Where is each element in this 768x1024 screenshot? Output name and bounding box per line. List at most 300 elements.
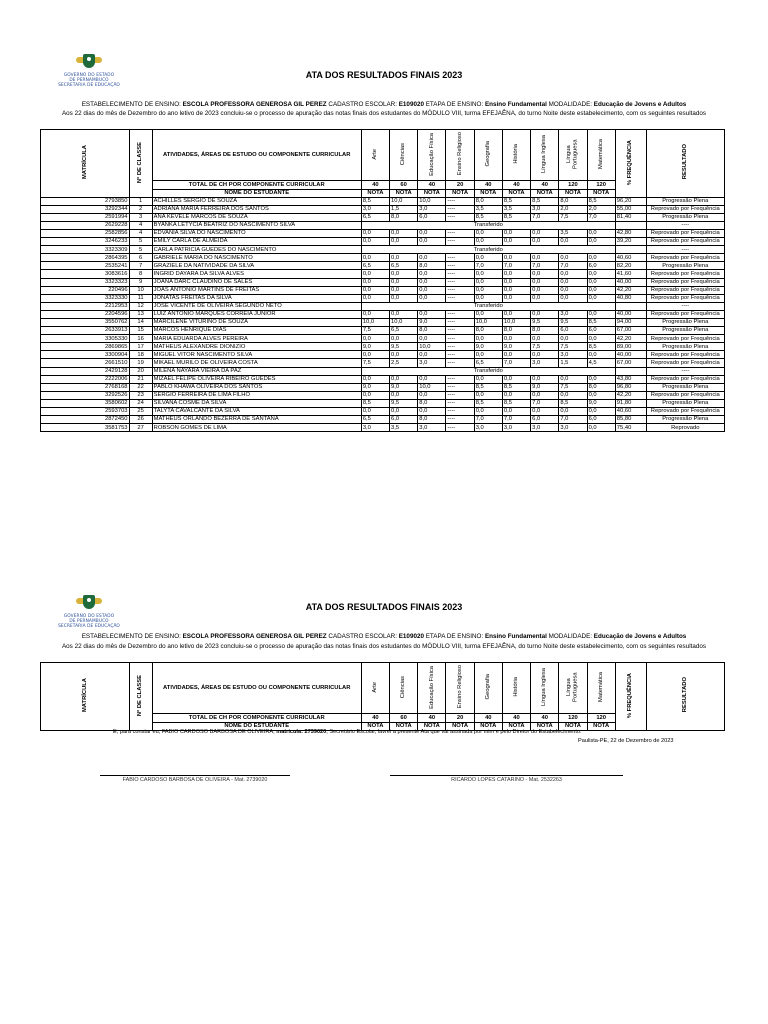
- frequency-cell: 42,80: [615, 229, 646, 237]
- grade-cell: 0,0: [502, 286, 530, 294]
- logo-line-2: DE PERNAMBUCO: [69, 78, 109, 83]
- result-cell: Reprovado por Frequência: [646, 294, 724, 302]
- student-name-cell: MATHEUS ALEXANDRE DIONIZIO: [152, 343, 361, 351]
- frequency-cell: 42,20: [615, 335, 646, 343]
- document-title: ATA DOS RESULTADOS FINAIS 2023: [305, 70, 463, 80]
- grade-cell: 0,0: [587, 391, 615, 399]
- subject-header: Arte: [361, 663, 389, 714]
- result-cell: Reprovado por Frequência: [646, 351, 724, 359]
- subject-header: Ciências: [390, 663, 418, 714]
- atividades-header: ATIVIDADES, ÁREAS DE ESTUDO OU COMPONENTE CURRICULAR: [152, 130, 361, 181]
- atividades-header: ATIVIDADES, ÁREAS DE ESTUDO OU COMPONENTE CURRICULAR: [152, 663, 361, 714]
- grade-cell: 3,5: [474, 205, 502, 213]
- est-label: ESTABELECIMENTO DE ENSINO:: [81, 633, 183, 640]
- grade-cell: 3,5: [502, 205, 530, 213]
- cad-value: E109020: [398, 633, 424, 640]
- matricula-cell: 3580602: [41, 399, 130, 407]
- ch-value: 40: [418, 714, 446, 722]
- grade-cell: 6,0: [587, 262, 615, 270]
- grade-cell: 3,0: [531, 205, 559, 213]
- student-row: [41, 319, 725, 327]
- student-name-cell: EDVANIA SILVA DO NASCIMENTO: [152, 229, 361, 237]
- frequency-cell: 55,00: [615, 205, 646, 213]
- grade-cell: 0,0: [559, 238, 587, 246]
- grade-cell: 8,0: [418, 327, 446, 335]
- student-name-cell: PABLO KHAWA OLIVEIRA DOS SANTOS: [152, 383, 361, 391]
- grade-cell: 0,0: [418, 294, 446, 302]
- grade-cell: 7,5: [559, 213, 587, 221]
- subject-header: Ensino Religioso: [446, 663, 474, 714]
- grade-cell: 0,0: [531, 310, 559, 318]
- logo-line-2: DE PERNAMBUCO: [69, 619, 109, 624]
- class-number-cell: 17: [129, 343, 152, 351]
- etapa-value: Ensino Fundamental: [484, 633, 547, 640]
- grade-cell: 3,0: [559, 310, 587, 318]
- logo-line-1: GOVERNO DO ESTADO: [63, 614, 115, 619]
- result-cell: Reprovado por Frequência: [646, 254, 724, 262]
- grade-cell: ----: [446, 424, 474, 432]
- result-cell: Progressão Plena: [646, 319, 724, 327]
- nota-label: NOTA: [531, 722, 559, 730]
- nota-label: NOTA: [474, 189, 502, 197]
- grade-cell: 0,0: [390, 254, 418, 262]
- logo-line-1: GOVERNO DO ESTADO: [63, 73, 115, 78]
- result-cell: Reprovado por Frequência: [646, 238, 724, 246]
- result-cell: Reprovado: [646, 424, 724, 432]
- grade-cell: 0,0: [418, 335, 446, 343]
- grade-cell: 0,0: [361, 270, 389, 278]
- student-name-cell: GRAZIELE DA NATIVIDADE DA SILVA: [152, 262, 361, 270]
- name-label: NOME DO ESTUDANTE: [152, 189, 361, 197]
- student-row: [41, 262, 725, 270]
- grade-cell: 8,5: [587, 197, 615, 205]
- grade-cell: ----: [446, 213, 474, 221]
- nota-label: NOTA: [502, 189, 530, 197]
- grade-cell: 10,0: [418, 383, 446, 391]
- grade-cell: 0,0: [474, 408, 502, 416]
- class-number-cell: 18: [129, 351, 152, 359]
- grade-cell: 3,0: [559, 424, 587, 432]
- grade-cell: ----: [446, 254, 474, 262]
- student-row: [41, 375, 725, 383]
- grade-cell: 0,0: [587, 294, 615, 302]
- frequencia-header: % FREQUÊNCIA: [615, 130, 646, 198]
- frequency-cell: 40,00: [615, 310, 646, 318]
- student-row: [41, 246, 725, 254]
- grade-cell: 0,0: [390, 238, 418, 246]
- grade-cell: 9,0: [531, 383, 559, 391]
- student-row: [41, 327, 725, 335]
- class-number-cell: 19: [129, 359, 152, 367]
- grade-cell: 0,0: [502, 238, 530, 246]
- grade-cell: 0,0: [559, 408, 587, 416]
- matricula-cell: 3323309: [41, 246, 130, 254]
- subject-header: Geografia: [474, 663, 502, 714]
- result-cell: Reprovado por Frequência: [646, 359, 724, 367]
- grade-cell: 0,0: [559, 335, 587, 343]
- grade-cell: 0,0: [531, 375, 559, 383]
- grade-cell: 9,0: [587, 399, 615, 407]
- frequency-cell: [615, 221, 646, 229]
- grade-cell: 0,0: [418, 254, 446, 262]
- grade-cell: 0,0: [587, 335, 615, 343]
- student-row: [41, 254, 725, 262]
- grade-cell: 0,0: [587, 375, 615, 383]
- grade-cell: 8,5: [587, 343, 615, 351]
- grade-cell: 0,0: [502, 408, 530, 416]
- grade-cell: 0,0: [474, 286, 502, 294]
- grade-cell: 2,0: [559, 205, 587, 213]
- student-row: [41, 416, 725, 424]
- establishment-info: [0, 632, 768, 641]
- grade-cell: 7,0: [474, 416, 502, 424]
- est-label: ESTABELECIMENTO DE ENSINO:: [81, 101, 183, 108]
- signature-left: [100, 775, 290, 783]
- grade-cell: 0,0: [418, 278, 446, 286]
- grade-cell: 0,0: [361, 229, 389, 237]
- result-cell: Progressão Plena: [646, 399, 724, 407]
- grade-cell: 0,0: [502, 310, 530, 318]
- grade-cell: 10,0: [502, 319, 530, 327]
- grade-cell: 6,5: [390, 262, 418, 270]
- grade-cell: 3,0: [531, 359, 559, 367]
- grade-cell: 10,0: [390, 197, 418, 205]
- student-name-cell: MIGUEL VITOR NASCIMENTO SILVA: [152, 351, 361, 359]
- grade-cell: ----: [446, 310, 474, 318]
- subject-header: Língua Portuguesa: [559, 663, 587, 714]
- grade-cell: 0,0: [474, 229, 502, 237]
- classe-header: Nº DE CLASSE: [129, 663, 152, 731]
- grade-cell: 3,0: [361, 205, 389, 213]
- student-name-cell: MARIA EDUARDA ALVES PEREIRA: [152, 335, 361, 343]
- subject-header: Matemática: [587, 130, 615, 181]
- grade-cell: ----: [446, 327, 474, 335]
- grade-cell: 1,5: [559, 359, 587, 367]
- result-cell: Reprovado por Frequência: [646, 286, 724, 294]
- student-name-cell: JONATAS FREITAS DA SILVA: [152, 294, 361, 302]
- result-cell: Progressão Plena: [646, 383, 724, 391]
- grade-cell: 9,0: [361, 343, 389, 351]
- matricula-cell: 220496: [41, 286, 130, 294]
- transfer-cell: Transferido: [361, 221, 615, 229]
- student-name-cell: JOANA DARC CLAUDINO DE SALES: [152, 278, 361, 286]
- transfer-cell: Transferido: [361, 246, 615, 254]
- nota-label: NOTA: [559, 722, 587, 730]
- student-name-cell: MATHEUS ORLANDO BEZERRA DE SANTANA: [152, 416, 361, 424]
- frequency-cell: 96,20: [615, 197, 646, 205]
- frequency-cell: 94,00: [615, 319, 646, 327]
- grade-cell: 0,0: [531, 229, 559, 237]
- frequency-cell: 85,80: [615, 416, 646, 424]
- class-number-cell: 4: [129, 221, 152, 229]
- grade-cell: 8,0: [559, 197, 587, 205]
- grade-cell: 8,0: [418, 399, 446, 407]
- grade-cell: 0,0: [418, 238, 446, 246]
- grade-cell: 0,0: [531, 351, 559, 359]
- grade-cell: 0,0: [531, 254, 559, 262]
- grade-cell: ----: [446, 343, 474, 351]
- coat-of-arms-icon: [76, 593, 102, 613]
- matricula-cell: 2629228: [41, 221, 130, 229]
- grade-cell: ----: [446, 197, 474, 205]
- signature-line: [390, 775, 623, 776]
- student-row: [41, 197, 725, 205]
- result-cell: Reprovado por Frequência: [646, 278, 724, 286]
- grade-cell: 0,0: [559, 294, 587, 302]
- matricula-cell: 2535241: [41, 262, 130, 270]
- class-number-cell: 1: [129, 197, 152, 205]
- matricula-header: MATRÍCULA: [41, 130, 130, 198]
- grade-cell: 0,0: [474, 310, 502, 318]
- ch-value: 40: [361, 181, 389, 189]
- ch-value: 40: [531, 714, 559, 722]
- est-value: ESCOLA PROFESSORA GENEROSA GIL PEREZ: [182, 101, 327, 108]
- nota-label: NOTA: [390, 189, 418, 197]
- matricula-cell: 2222006: [41, 375, 130, 383]
- grade-cell: 0,0: [531, 286, 559, 294]
- grade-cell: 8,5: [502, 197, 530, 205]
- grade-cell: 9,0: [502, 343, 530, 351]
- class-number-cell: 21: [129, 375, 152, 383]
- coat-of-arms-icon: [76, 52, 102, 72]
- student-name-cell: MIZAEL FELIPE OLIVEIRA RIBEIRO GUEDES: [152, 375, 361, 383]
- grade-cell: 0,0: [502, 278, 530, 286]
- grade-cell: 8,0: [418, 262, 446, 270]
- mod-value: Educação de Jovens e Adultos: [593, 101, 687, 108]
- grade-cell: 2,5: [390, 359, 418, 367]
- student-name-cell: MIKAEL MURILO DE OLIVEIRA COSTA: [152, 359, 361, 367]
- student-row: [41, 359, 725, 367]
- grade-cell: 0,0: [361, 254, 389, 262]
- grade-cell: 7,5: [559, 383, 587, 391]
- frequency-cell: 41,60: [615, 270, 646, 278]
- matricula-cell: 2872450: [41, 416, 130, 424]
- nota-label: NOTA: [587, 189, 615, 197]
- grade-cell: 0,0: [418, 408, 446, 416]
- result-cell: Progressão Plena: [646, 327, 724, 335]
- student-row: [41, 367, 725, 375]
- grade-cell: 0,0: [502, 335, 530, 343]
- frequency-cell: 89,00: [615, 343, 646, 351]
- grade-cell: 0,0: [502, 351, 530, 359]
- grade-cell: 0,0: [361, 351, 389, 359]
- grade-cell: 0,0: [390, 391, 418, 399]
- matricula-cell: 3581753: [41, 424, 130, 432]
- matricula-cell: 3083616: [41, 270, 130, 278]
- frequencia-header: % FREQUÊNCIA: [615, 663, 646, 731]
- student-name-cell: JOAS ANTONIO MARTINS DE FREITAS: [152, 286, 361, 294]
- student-row: [41, 286, 725, 294]
- grade-cell: 0,0: [587, 286, 615, 294]
- resultado-header: RESULTADO: [646, 130, 724, 198]
- frequency-cell: [615, 246, 646, 254]
- nota-label: NOTA: [559, 189, 587, 197]
- grade-cell: 0,0: [390, 286, 418, 294]
- results-table: [40, 129, 725, 432]
- grade-cell: 0,0: [418, 351, 446, 359]
- result-cell: Progressão Plena: [646, 416, 724, 424]
- student-row: [41, 205, 725, 213]
- student-name-cell: TALYTA CAVALCANTE DA SILVA: [152, 408, 361, 416]
- signature-right-name: RICARDO LOPES CATARINO - Mat. 2532263: [451, 777, 562, 783]
- result-cell: Reprovado por Frequência: [646, 310, 724, 318]
- matricula-cell: 2582856: [41, 229, 130, 237]
- student-row: [41, 221, 725, 229]
- result-cell: Reprovado por Frequência: [646, 375, 724, 383]
- grade-cell: 9,0: [474, 343, 502, 351]
- ch-value: 40: [361, 714, 389, 722]
- grade-cell: 0,0: [559, 278, 587, 286]
- frequency-cell: 81,40: [615, 213, 646, 221]
- grade-cell: 8,5: [474, 383, 502, 391]
- matricula-cell: 3292526: [41, 391, 130, 399]
- grade-cell: 8,0: [474, 327, 502, 335]
- matricula-cell: 2633913: [41, 327, 130, 335]
- grade-cell: 6,0: [587, 416, 615, 424]
- nota-label: NOTA: [446, 189, 474, 197]
- student-row: [41, 399, 725, 407]
- transfer-cell: Transferido: [361, 302, 615, 310]
- intro-text: Aos 22 dias do mês de Dezembro do ano letivo de 2023 concluiu-se o processo de apuração das notas finais dos estudantes do MÓDULO VIII, turma EFEJAÊNA, do turno Noite deste estabelecimento, com os seguintes resultados: [61, 110, 707, 117]
- ch-value: 40: [502, 714, 530, 722]
- student-name-cell: MARCILENE VITURINO DE SOUZA: [152, 319, 361, 327]
- grade-cell: 10,0: [390, 319, 418, 327]
- grade-cell: ----: [446, 270, 474, 278]
- student-name-cell: GABRIELE MARIA DO NASCIMENTO: [152, 254, 361, 262]
- grade-cell: 8,5: [361, 399, 389, 407]
- class-number-cell: 20: [129, 367, 152, 375]
- frequency-cell: 75,40: [615, 424, 646, 432]
- ch-value: 120: [587, 714, 615, 722]
- grade-cell: 10,0: [361, 319, 389, 327]
- grade-cell: 0,0: [587, 254, 615, 262]
- resultado-header: RESULTADO: [646, 663, 724, 731]
- subject-header: Arte: [361, 130, 389, 181]
- grade-cell: 9,0: [418, 319, 446, 327]
- class-number-cell: 16: [129, 335, 152, 343]
- matricula-cell: 3246233: [41, 238, 130, 246]
- student-row: [41, 351, 725, 359]
- student-name-cell: SERGIO FERREIRA DE LIMA FILHO: [152, 391, 361, 399]
- class-number-cell: 6: [129, 254, 152, 262]
- frequency-cell: 43,80: [615, 375, 646, 383]
- grade-cell: 0,0: [474, 335, 502, 343]
- grade-cell: 7,0: [502, 262, 530, 270]
- place-date: Paulista-PE, 22 de Dezembro de 2023: [578, 738, 674, 744]
- grade-cell: ----: [446, 408, 474, 416]
- student-row: [41, 310, 725, 318]
- subject-header: Geografia: [474, 130, 502, 181]
- ch-value: 40: [531, 181, 559, 189]
- grade-cell: 0,0: [587, 408, 615, 416]
- matricula-cell: 2768168: [41, 383, 130, 391]
- intro-text: Aos 22 dias do mês de Dezembro do ano letivo de 2023 concluiu-se o processo de apuração das notas finais dos estudantes do MÓDULO VIII, turma EFEJAÊNA, do turno Noite deste estabelecimento, com os seguintes resultados: [61, 643, 707, 650]
- ch-value: 120: [559, 181, 587, 189]
- subject-header: Ensino Religioso: [446, 130, 474, 181]
- grade-cell: 0,0: [418, 229, 446, 237]
- result-cell: Reprovado por Frequência: [646, 229, 724, 237]
- signature-right: [390, 775, 623, 783]
- grade-cell: 1,5: [390, 205, 418, 213]
- grade-cell: 0,0: [418, 270, 446, 278]
- grade-cell: 0,0: [587, 424, 615, 432]
- grade-cell: 3,0: [559, 351, 587, 359]
- grade-cell: 0,0: [474, 375, 502, 383]
- matricula-header: MATRÍCULA: [41, 663, 130, 731]
- est-value: ESCOLA PROFESSORA GENEROSA GIL PEREZ: [182, 633, 327, 640]
- grade-cell: 10,0: [418, 197, 446, 205]
- grade-cell: 6,0: [559, 327, 587, 335]
- grade-cell: ----: [446, 375, 474, 383]
- grade-cell: 9,5: [390, 399, 418, 407]
- student-row: [41, 229, 725, 237]
- grade-cell: 3,0: [361, 424, 389, 432]
- grade-cell: 3,5: [559, 229, 587, 237]
- etapa-label: ETAPA DE ENSINO:: [423, 101, 485, 108]
- result-cell: Reprovado por Frequência: [646, 205, 724, 213]
- grade-cell: 8,0: [587, 383, 615, 391]
- student-row: [41, 383, 725, 391]
- subject-header: Ciências: [390, 130, 418, 181]
- grade-cell: 0,0: [587, 278, 615, 286]
- grade-cell: 0,0: [587, 238, 615, 246]
- student-name-cell: ROBSON GOMES DE LIMA: [152, 424, 361, 432]
- class-number-cell: 5: [129, 238, 152, 246]
- grade-cell: 0,0: [531, 294, 559, 302]
- result-cell: Progressão Plena: [646, 262, 724, 270]
- grade-cell: 0,0: [361, 375, 389, 383]
- student-row: [41, 238, 725, 246]
- document-title: ATA DOS RESULTADOS FINAIS 2023: [305, 602, 463, 612]
- class-number-cell: 9: [129, 278, 152, 286]
- student-name-cell: JOSE VICENTE DE OLIVEIRA SEGUNDO NETO: [152, 302, 361, 310]
- result-cell: Reprovado por Frequência: [646, 408, 724, 416]
- grade-cell: 0,0: [559, 391, 587, 399]
- student-row: [41, 213, 725, 221]
- grade-cell: 0,0: [361, 335, 389, 343]
- class-number-cell: 14: [129, 319, 152, 327]
- grade-cell: 0,0: [390, 278, 418, 286]
- grade-cell: 7,0: [531, 213, 559, 221]
- grade-cell: 8,5: [474, 399, 502, 407]
- grade-cell: 3,0: [474, 424, 502, 432]
- subject-header: Língua Portuguesa: [559, 130, 587, 181]
- logo-line-3: SECRETARIA DE EDUCAÇÃO: [58, 83, 120, 88]
- grade-cell: 3,0: [502, 424, 530, 432]
- grade-cell: 8,5: [531, 197, 559, 205]
- grade-cell: 8,0: [474, 197, 502, 205]
- matricula-cell: 3305330: [41, 335, 130, 343]
- ch-value: 60: [390, 181, 418, 189]
- grade-cell: 0,0: [474, 238, 502, 246]
- grade-cell: 8,0: [502, 327, 530, 335]
- grade-cell: 7,5: [361, 327, 389, 335]
- student-name-cell: ADRIANA MARIA FERREIRA DOS SANTOS: [152, 205, 361, 213]
- cad-value: E109020: [398, 101, 424, 108]
- grade-cell: ----: [446, 319, 474, 327]
- grade-cell: 6,0: [587, 327, 615, 335]
- nota-label: NOTA: [446, 722, 474, 730]
- grade-cell: 0,0: [531, 408, 559, 416]
- grade-cell: 0,0: [502, 391, 530, 399]
- result-cell: Reprovado por Frequência: [646, 391, 724, 399]
- frequency-cell: 96,80: [615, 383, 646, 391]
- nota-label: NOTA: [474, 722, 502, 730]
- grade-cell: 9,0: [361, 383, 389, 391]
- grade-cell: 7,0: [502, 416, 530, 424]
- etapa-label: ETAPA DE ENSINO:: [423, 633, 485, 640]
- matricula-cell: 2793850: [41, 197, 130, 205]
